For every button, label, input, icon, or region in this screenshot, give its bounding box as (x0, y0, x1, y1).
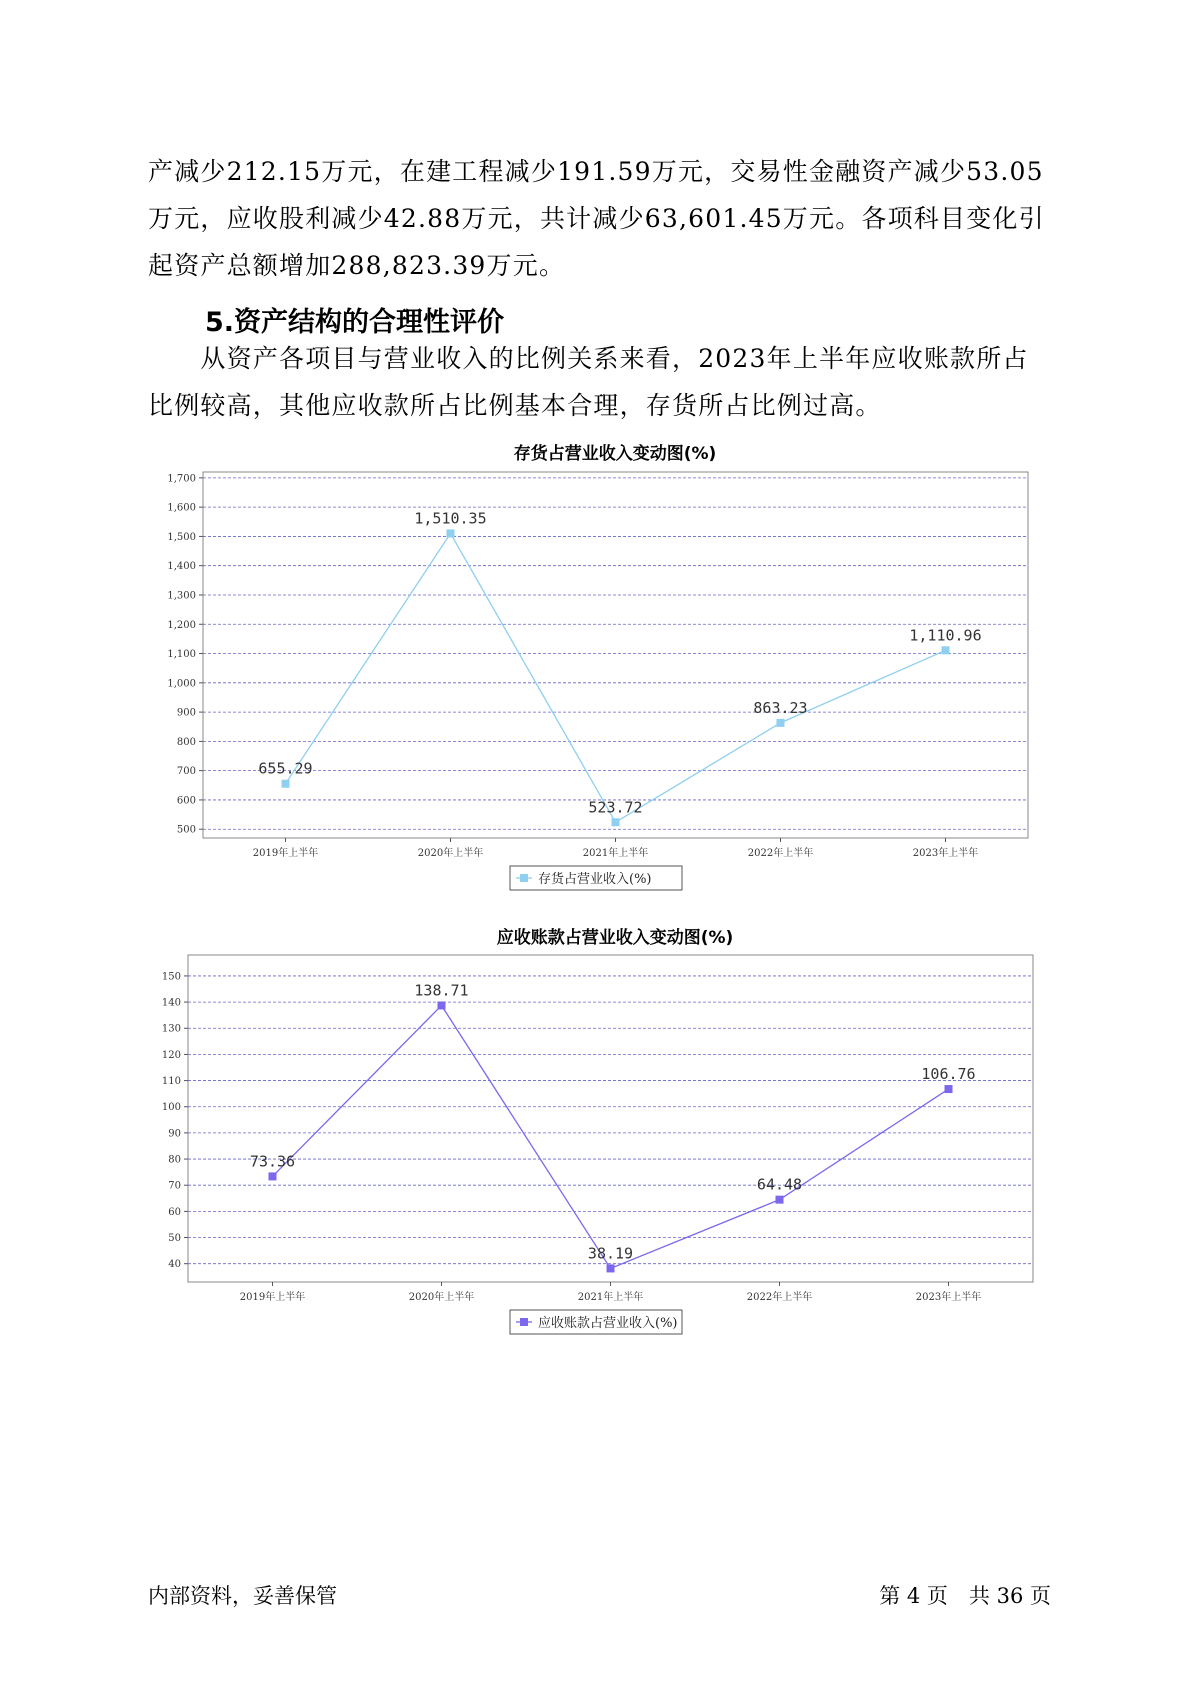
y-tick-label: 1,300 (167, 590, 196, 602)
data-point (269, 1172, 277, 1180)
data-label: 73.36 (249, 1152, 296, 1171)
y-tick-label: 500 (176, 824, 196, 836)
data-point (447, 529, 455, 537)
y-tick-label: 40 (168, 1259, 181, 1271)
inventory-ratio-chart (160, 435, 1030, 887)
x-tick-label: 2019年上半年 (252, 848, 319, 859)
y-tick-label: 1,400 (167, 561, 196, 573)
y-tick-label: 150 (161, 971, 181, 983)
data-point (282, 780, 290, 788)
legend-marker (520, 1318, 528, 1326)
data-point (776, 1196, 784, 1204)
y-tick-label: 140 (161, 997, 181, 1009)
y-tick-label: 1,700 (167, 473, 196, 485)
y-tick-label: 80 (168, 1154, 181, 1166)
data-point (607, 1264, 615, 1272)
y-tick-label: 90 (168, 1128, 181, 1140)
legend-label: 存货占营业收入(%) (538, 872, 652, 887)
data-point (945, 1085, 953, 1093)
data-point (942, 646, 950, 654)
y-tick-label: 600 (176, 795, 196, 807)
data-label: 106.76 (921, 1065, 976, 1084)
y-tick-label: 50 (168, 1233, 181, 1245)
data-point (777, 719, 785, 727)
y-tick-label: 1,000 (167, 678, 196, 690)
y-tick-label: 70 (168, 1180, 181, 1192)
y-tick-label: 100 (161, 1102, 181, 1114)
x-tick-label: 2020年上半年 (417, 848, 484, 859)
x-tick-label: 2023年上半年 (915, 1292, 982, 1303)
y-tick-label: 1,100 (167, 649, 196, 661)
data-label: 523.72 (588, 798, 643, 817)
data-label: 1,510.35 (414, 509, 487, 528)
y-tick-label: 900 (176, 707, 196, 719)
x-tick-label: 2019年上半年 (239, 1292, 306, 1303)
footer-left: 内部资料，妥善保管 (148, 1584, 337, 1608)
paragraph-continued: 产减少212.15万元，在建工程减少191.59万元，交易性金融资产减少53.05万元，应收股利减少42.88万元，共计减少63,601.45万元。各项科目变化引起资产总额增加288,823.39万元。 (148, 157, 1045, 280)
y-tick-label: 1,500 (167, 531, 196, 543)
x-tick-label: 2020年上半年 (408, 1292, 475, 1303)
x-tick-label: 2023年上半年 (912, 848, 979, 859)
y-tick-label: 800 (176, 736, 196, 748)
data-label: 64.48 (756, 1175, 803, 1194)
y-tick-label: 60 (168, 1206, 181, 1218)
x-tick-label: 2022年上半年 (746, 1292, 813, 1303)
y-tick-label: 1,600 (167, 502, 196, 514)
paragraph-asset-ratio: 从资产各项目与营业收入的比例关系来看，2023年上半年应收账款所占比例较高，其他应收款所占比例基本合理，存货所占比例过高。 (148, 344, 1029, 420)
chart-title: 应收账款占营业收入变动图(%) (496, 928, 734, 948)
data-label: 138.71 (414, 981, 469, 1000)
y-tick-label: 700 (176, 766, 196, 778)
x-tick-label: 2021年上半年 (582, 848, 649, 859)
y-tick-label: 110 (161, 1076, 181, 1088)
plot-area (203, 472, 1028, 838)
y-tick-label: 120 (161, 1049, 181, 1061)
y-tick-label: 130 (161, 1023, 181, 1035)
data-label: 1,110.96 (909, 626, 982, 645)
data-point (438, 1001, 446, 1009)
data-label: 38.19 (587, 1244, 634, 1263)
x-tick-label: 2022年上半年 (747, 848, 814, 859)
data-label: 655.29 (258, 759, 313, 778)
chart-title: 存货占营业收入变动图(%) (513, 444, 717, 464)
legend-marker (520, 874, 528, 882)
data-point (612, 818, 620, 826)
plot-area (188, 955, 1033, 1282)
receivables-ratio-chart (160, 928, 1030, 1445)
footer-page-number: 第 4 页 共 36 页 (879, 1584, 1051, 1608)
y-tick-label: 1,200 (167, 619, 196, 631)
receivables-ratio-chart-svg (160, 928, 1030, 1445)
data-label: 863.23 (753, 698, 808, 717)
inventory-ratio-chart-svg (160, 435, 1030, 887)
legend-label: 应收账款占营业收入(%) (538, 1316, 678, 1331)
section-heading: 5.资产结构的合理性评价 (205, 307, 505, 338)
x-tick-label: 2021年上半年 (577, 1292, 644, 1303)
